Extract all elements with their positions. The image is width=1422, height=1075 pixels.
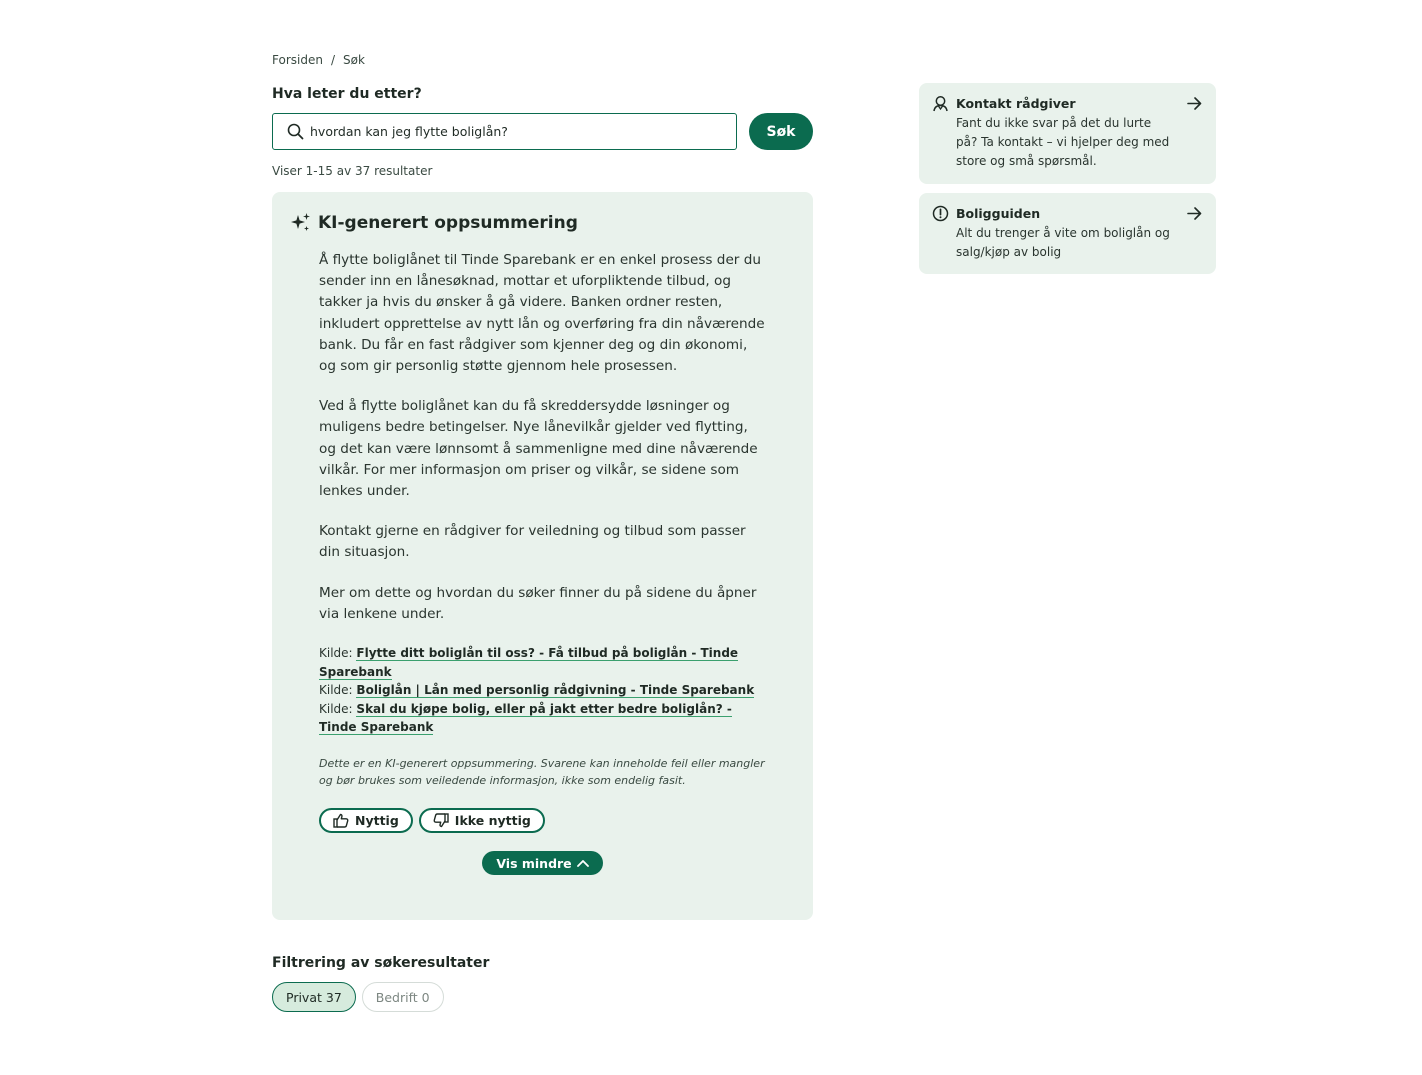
ai-summary-panel	[272, 192, 813, 920]
search-label: Hva leter du etter?	[272, 86, 422, 102]
filter-title: Filtrering av søkeresultater	[272, 955, 490, 971]
source-item	[319, 700, 767, 737]
housing-guide-card[interactable]	[919, 193, 1216, 274]
result-count: Viser 1-15 av 37 resultater	[272, 164, 433, 178]
summary-paragraph: Mer om dette og hvordan du søker finner du på sidene du åpner via lenkene under.	[319, 584, 757, 622]
show-less-button[interactable]	[482, 851, 602, 875]
show-less-wrapper	[272, 851, 813, 875]
breadcrumb-current: Søk	[343, 53, 365, 67]
feedback-useful-button[interactable]	[319, 808, 413, 833]
ai-disclaimer: Dette er en KI-generert oppsummering. Svarene kan inneholde feil eller mangler og bør brukes som veiledende informasjon, ikke som endelig fasit.	[319, 757, 765, 788]
source-prefix: Kilde:	[319, 701, 353, 716]
thumbs-down-icon	[433, 813, 449, 828]
source-item	[319, 644, 767, 681]
search-button[interactable]: Søk	[749, 113, 813, 150]
source-link[interactable]: Boliglån | Lån med personlig rådgivning - Tinde Sparebank	[356, 683, 755, 698]
feedback-not-useful-label: Ikke nyttig	[454, 813, 531, 829]
search-row	[272, 113, 813, 150]
chevron-up-icon	[577, 859, 589, 867]
advisor-icon	[932, 95, 949, 112]
source-link[interactable]: Skal du kjøpe bolig, eller på jakt etter bedre boliglån? - Tinde Sparebank	[319, 701, 732, 735]
show-less-label: Vis mindre	[496, 855, 572, 871]
main-column	[272, 52, 813, 1012]
breadcrumb	[272, 52, 813, 68]
card-text: Fant du ikke svar på det du lurte på? Ta kontakt – vi hjelper deg med store og små spørsmål.	[956, 116, 1170, 169]
source-prefix: Kilde:	[319, 683, 353, 698]
filter-chip-business[interactable]: Bedrift 0	[362, 982, 444, 1012]
search-icon	[287, 123, 304, 140]
arrow-right-icon	[1187, 97, 1202, 110]
search-field[interactable]	[272, 113, 737, 150]
sidebar	[919, 83, 1216, 283]
source-item	[319, 681, 767, 700]
card-title: Boligguiden	[956, 205, 1041, 221]
summary-paragraph: Ved å flytte boliglånet kan du få skreddersydde løsninger og muligens bedre betingelser. Nye lånevilkår gjelder ved flytting, og det kan være lønnsomt å sammenligne med dine nåværende vilkår. For mer informasjon om priser og vilkår, se sidene som lenkes under.	[319, 398, 758, 500]
filter-chips	[272, 982, 813, 1012]
ai-summary-body	[272, 250, 813, 833]
contact-advisor-card[interactable]	[919, 83, 1216, 184]
breadcrumb-separator: /	[330, 53, 335, 67]
source-prefix: Kilde:	[319, 646, 353, 661]
feedback-buttons	[319, 808, 767, 833]
feedback-useful-label: Nyttig	[355, 813, 399, 829]
feedback-not-useful-button[interactable]	[419, 808, 545, 833]
info-circle-icon	[932, 205, 949, 222]
card-header	[932, 205, 1202, 222]
ai-summary-header	[272, 212, 813, 234]
card-title: Kontakt rådgiver	[956, 96, 1076, 111]
arrow-right-icon	[1187, 207, 1202, 220]
thumbs-up-icon	[333, 813, 349, 828]
card-header	[932, 95, 1202, 112]
source-list	[319, 644, 767, 737]
sparkle-icon	[290, 212, 312, 234]
filter-chip-private[interactable]: Privat 37	[272, 982, 356, 1012]
search-input[interactable]	[310, 124, 730, 139]
summary-paragraph: Kontakt gjerne en rådgiver for veiledning og tilbud som passer din situasjon.	[319, 523, 746, 561]
breadcrumb-home-link[interactable]: Forsiden	[272, 53, 323, 67]
ai-summary-title: KI-generert oppsummering	[318, 213, 578, 233]
card-text: Alt du trenger å vite om boliglån og salg/kjøp av bolig	[956, 225, 1170, 259]
source-link[interactable]: Flytte ditt boliglån til oss? - Få tilbud på boliglån - Tinde Sparebank	[319, 646, 739, 679]
summary-paragraph: Å flytte boliglånet til Tinde Sparebank er en enkel prosess der du sender inn en lånesøknad, mottar et uforpliktende tilbud, og takker ja hvis du ønsker å gå videre. Banken ordner resten, inkludert opprettelse av nytt lån og overføring fra din nåværende bank. Du får en fast rådgiver som kjenner deg og din økonomi, og som gir personlig støtte gjennom hele prosessen.	[319, 252, 765, 375]
